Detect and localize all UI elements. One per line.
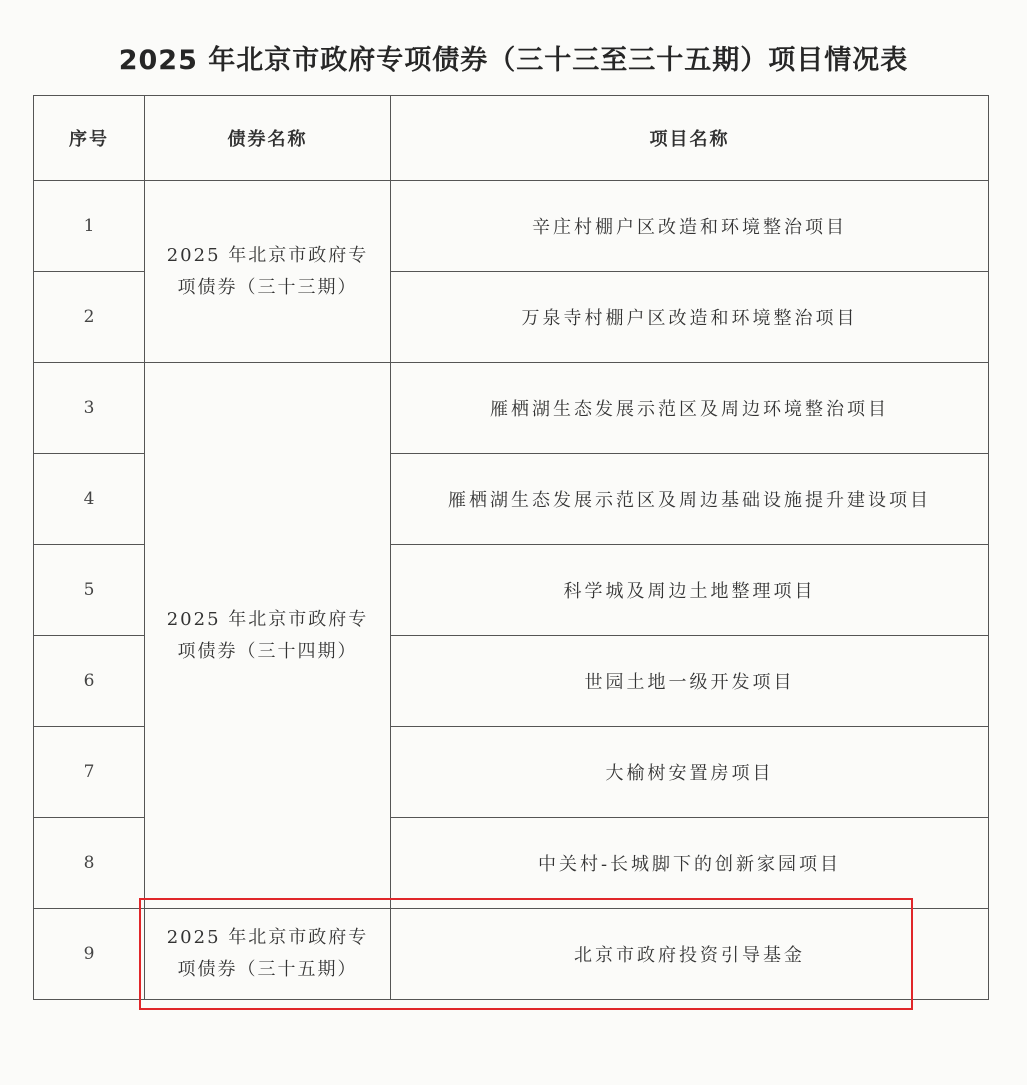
project-name: 中关村-长城脚下的创新家园项目 <box>391 818 989 909</box>
project-name: 世园土地一级开发项目 <box>391 636 989 727</box>
project-name: 大榆树安置房项目 <box>391 727 989 818</box>
row-number: 9 <box>34 909 145 1000</box>
project-name: 雁栖湖生态发展示范区及周边环境整治项目 <box>391 363 989 454</box>
project-name: 万泉寺村棚户区改造和环境整治项目 <box>391 272 989 363</box>
bond-name: 2025 年北京市政府专项债券（三十五期） <box>145 909 391 1000</box>
project-name: 北京市政府投资引导基金 <box>391 909 989 1000</box>
project-table <box>33 95 989 1000</box>
row-number: 7 <box>34 727 145 818</box>
row-number: 6 <box>34 636 145 727</box>
project-name: 雁栖湖生态发展示范区及周边基础设施提升建设项目 <box>391 454 989 545</box>
bond-name: 2025 年北京市政府专项债券（三十四期） <box>145 363 391 909</box>
row-number: 3 <box>34 363 145 454</box>
row-number: 2 <box>34 272 145 363</box>
table-row <box>34 363 989 454</box>
row-number: 5 <box>34 545 145 636</box>
header-bond-name: 债券名称 <box>145 96 391 181</box>
header-seq: 序号 <box>34 96 145 181</box>
bond-name: 2025 年北京市政府专项债券（三十三期） <box>145 181 391 363</box>
row-number: 1 <box>34 181 145 272</box>
row-number: 4 <box>34 454 145 545</box>
page-title: 2025 年北京市政府专项债券（三十三至三十五期）项目情况表 <box>118 45 909 76</box>
row-number: 8 <box>34 818 145 909</box>
table-header-row <box>34 96 989 181</box>
table-row <box>34 181 989 272</box>
table-row <box>34 909 989 1000</box>
project-name: 辛庄村棚户区改造和环境整治项目 <box>391 181 989 272</box>
header-project-name: 项目名称 <box>391 96 989 181</box>
project-name: 科学城及周边土地整理项目 <box>391 545 989 636</box>
